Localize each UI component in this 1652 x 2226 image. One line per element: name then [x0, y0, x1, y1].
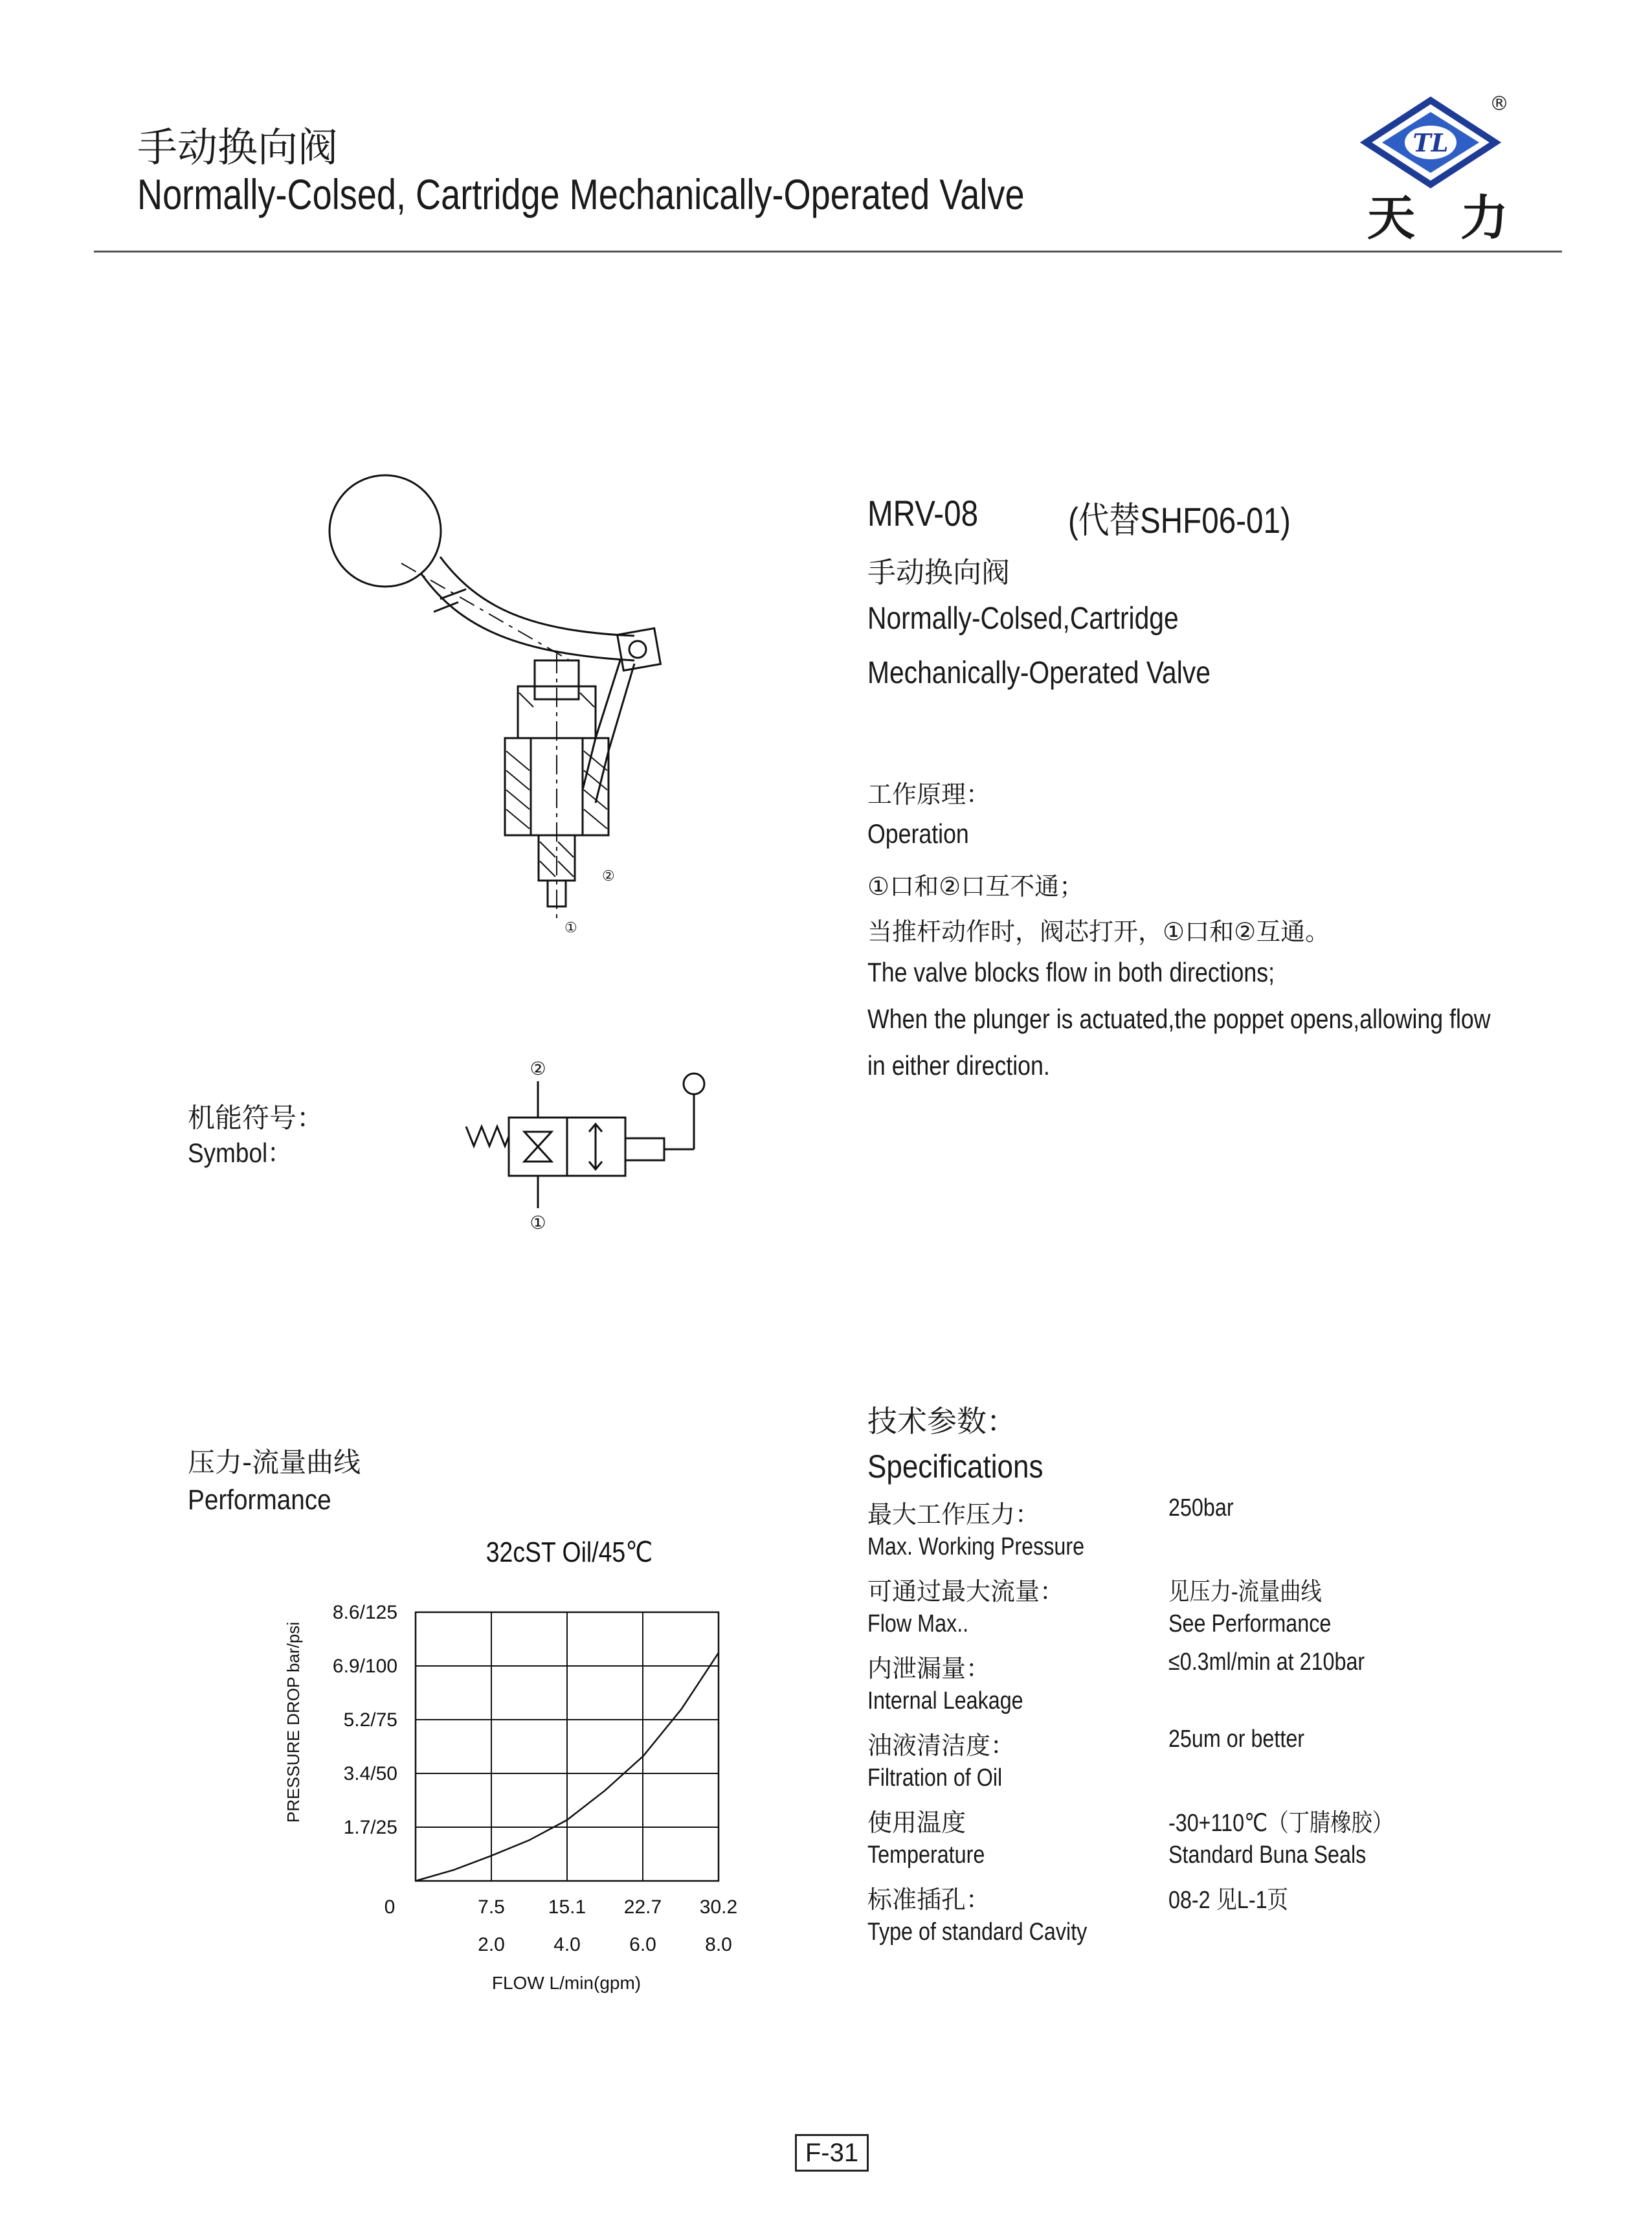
specifications-title	[867, 1399, 1067, 1489]
spec-value-secondary: See Performance	[1168, 1610, 1332, 1637]
specifications-title-en: Specifications	[867, 1448, 1044, 1485]
spec-value: 08-2 见L-1页	[1168, 1887, 1288, 1914]
handle-ball	[329, 475, 441, 587]
x-tick-label-lpm: 15.1	[548, 1896, 586, 1918]
symbol-port-1: ①	[530, 1212, 546, 1233]
pressure-flow-chart	[278, 1528, 770, 2001]
valve-section-drawing	[311, 466, 712, 932]
drawing-port-2-label: ②	[602, 868, 615, 884]
specifications-title-cn: 技术参数：	[867, 1404, 1016, 1439]
registered-mark: ®	[1490, 93, 1509, 115]
product-name-cn: 手动换向阀	[867, 556, 1010, 589]
operation-line-2: 当推杆动作时，阀芯打开，①口和②互通。	[867, 917, 1330, 946]
logo-glyph: TL	[1412, 128, 1449, 157]
spec-label-cn: 使用温度	[867, 1808, 966, 1837]
product-name-en-2: Mechanically-Operated Valve	[867, 656, 1211, 690]
x-axis-ticks	[385, 1896, 738, 1955]
x-tick-label-gpm: 4.0	[553, 1934, 581, 1955]
spec-label-en: Internal Leakage	[867, 1687, 1023, 1714]
operation-line-5: in either direction.	[867, 1050, 1050, 1081]
spec-value: -30+110℃（丁腈橡胶）	[1168, 1810, 1394, 1837]
lever-arm-outer	[421, 573, 634, 660]
x-tick-label-lpm: 22.7	[623, 1896, 662, 1918]
operation-line-1: ①口和②口互不通；	[867, 872, 1084, 901]
model-replacement: (代替SHF06-01)	[1068, 500, 1291, 541]
y-tick-label: 8.6/125	[332, 1602, 397, 1623]
spec-value: 25um or better	[1168, 1726, 1305, 1753]
spec-value: ≤0.3ml/min at 210bar	[1168, 1648, 1365, 1676]
hydraulic-symbol	[453, 1055, 725, 1237]
spec-label-cn: 油液清洁度：	[867, 1731, 1016, 1760]
performance-label	[188, 1444, 361, 1519]
operation-title-en: Operation	[867, 818, 969, 849]
model-number: MRV-08	[867, 493, 979, 534]
spec-label-en: Max. Working Pressure	[867, 1533, 1085, 1560]
y-tick-label: 1.7/25	[343, 1817, 397, 1838]
spec-label-cn: 标准插孔：	[867, 1885, 991, 1914]
y-tick-label: 3.4/50	[343, 1763, 397, 1784]
symbol-plunger	[625, 1138, 664, 1160]
x-tick-label-lpm: 30.2	[699, 1896, 738, 1918]
performance-label-en: Performance	[188, 1484, 331, 1516]
page-number: F-31	[795, 2134, 869, 2172]
header-divider	[94, 251, 1562, 253]
spec-label-en: Filtration of Oil	[867, 1764, 1003, 1792]
x-tick-label-lpm: 0	[384, 1896, 396, 1918]
spec-value: 250bar	[1168, 1494, 1234, 1522]
spec-label-cn: 内泄漏量：	[867, 1654, 991, 1683]
x-tick-label-gpm: 8.0	[705, 1934, 732, 1955]
performance-label-cn: 压力-流量曲线	[188, 1446, 361, 1478]
x-tick-label-gpm: 2.0	[478, 1934, 505, 1955]
spec-label-en: Temperature	[867, 1841, 985, 1869]
spec-label-en: Flow Max..	[867, 1610, 969, 1637]
spec-value: 见压力-流量曲线	[1168, 1579, 1322, 1606]
y-tick-label: 6.9/100	[332, 1656, 397, 1677]
lever-pivot-block	[618, 628, 661, 670]
chart-title: 32cST Oil/45℃	[486, 1536, 653, 1568]
page-title-cn: 手动换向阀	[137, 124, 339, 171]
spec-label-en: Type of standard Cavity	[867, 1918, 1088, 1946]
product-name-en-1: Normally-Colsed,Cartridge	[867, 601, 1179, 636]
chart-grid	[416, 1612, 719, 1881]
logo-text: 天力	[1367, 190, 1554, 246]
symbol-label-cn: 机能符号：	[188, 1102, 324, 1134]
x-tick-label-gpm: 6.0	[629, 1934, 656, 1955]
x-axis-label: FLOW L/min(gpm)	[491, 1973, 642, 1993]
symbol-lever-ball	[684, 1074, 704, 1094]
operation-title-cn: 工作原理：	[867, 780, 991, 809]
spec-label-cn: 可通过最大流量：	[867, 1577, 1065, 1606]
symbol-label-en: Symbol：	[188, 1138, 292, 1168]
y-axis-label: PRESSURE DROP bar/psi	[284, 1621, 303, 1823]
lever-arm-inner	[440, 557, 634, 636]
symbol-port-2: ②	[530, 1058, 546, 1079]
y-axis-ticks	[333, 1602, 397, 1838]
symbol-spring	[466, 1127, 509, 1146]
y-tick-label: 5.2/75	[343, 1709, 397, 1731]
operation-line-4: When the plunger is actuated,the poppet opens,allowing flow	[867, 1004, 1491, 1034]
check-bottom	[524, 1147, 552, 1162]
spec-value-secondary: Standard Buna Seals	[1168, 1841, 1367, 1869]
page-title-en: Normally-Colsed, Cartridge Mechanically-Operated Valve	[137, 170, 1025, 218]
operation-line-3: The valve blocks flow in both directions;	[867, 957, 1275, 987]
symbol-label	[188, 1101, 324, 1171]
x-tick-label-lpm: 7.5	[478, 1896, 505, 1918]
bracket	[583, 660, 620, 790]
check-top	[524, 1132, 552, 1147]
spec-label-cn: 最大工作压力：	[867, 1500, 1040, 1529]
drawing-port-1-label: ①	[564, 920, 577, 932]
